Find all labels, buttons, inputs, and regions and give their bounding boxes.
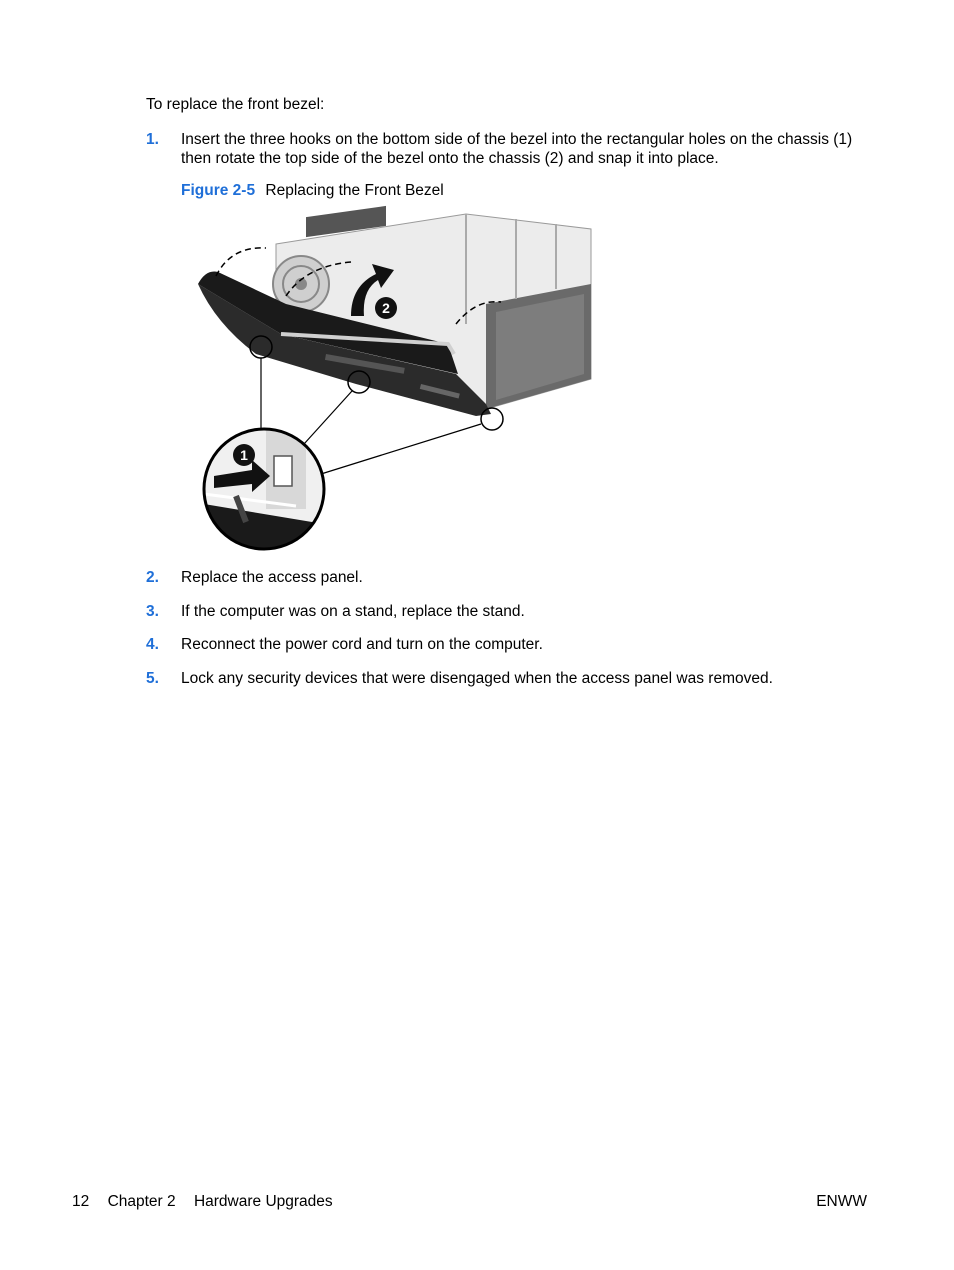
step-text: Reconnect the power cord and turn on the computer. — [181, 636, 543, 653]
step-text: Lock any security devices that were disengaged when the access panel was removed. — [181, 670, 773, 687]
step-number: 5. — [146, 670, 159, 687]
step-number: 1. — [146, 131, 159, 148]
figure-caption — [181, 182, 444, 200]
chapter-label: Chapter 2 — [107, 1193, 176, 1210]
bezel-illustration — [186, 204, 596, 554]
step-1 — [146, 130, 876, 168]
chapter-title: Hardware Upgrades — [193, 1193, 333, 1210]
step-2 — [146, 568, 876, 587]
callout-2-badge — [375, 297, 397, 319]
doc-code: ENWW — [816, 1193, 867, 1210]
figure-label: Figure 2-5 — [181, 182, 256, 199]
step-text: If the computer was on a stand, replace the stand. — [181, 603, 525, 620]
step-number: 3. — [146, 603, 159, 620]
step-3 — [146, 602, 876, 621]
page-number: 12 — [72, 1193, 90, 1210]
callout-2-label: 2 — [382, 300, 390, 316]
figure-title: Replacing the Front Bezel — [265, 182, 444, 199]
step-text: Insert the three hooks on the bottom side of the bezel into the rectangular holes on the chassis (1) then rotate the top side of the bezel onto the chassis (2) and snap it into place. — [181, 131, 853, 167]
hook-marker — [481, 408, 503, 430]
callout-1-badge — [233, 444, 255, 466]
hook-detail-inset — [204, 429, 324, 549]
step-4 — [146, 635, 876, 654]
intro-text: To replace the front bezel: — [146, 96, 325, 113]
step-number: 4. — [146, 636, 159, 653]
page-footer — [72, 1193, 347, 1211]
step-text: Replace the access panel. — [181, 569, 363, 586]
step-number: 2. — [146, 569, 159, 586]
step-5 — [146, 669, 876, 688]
callout-1-label: 1 — [240, 447, 248, 463]
